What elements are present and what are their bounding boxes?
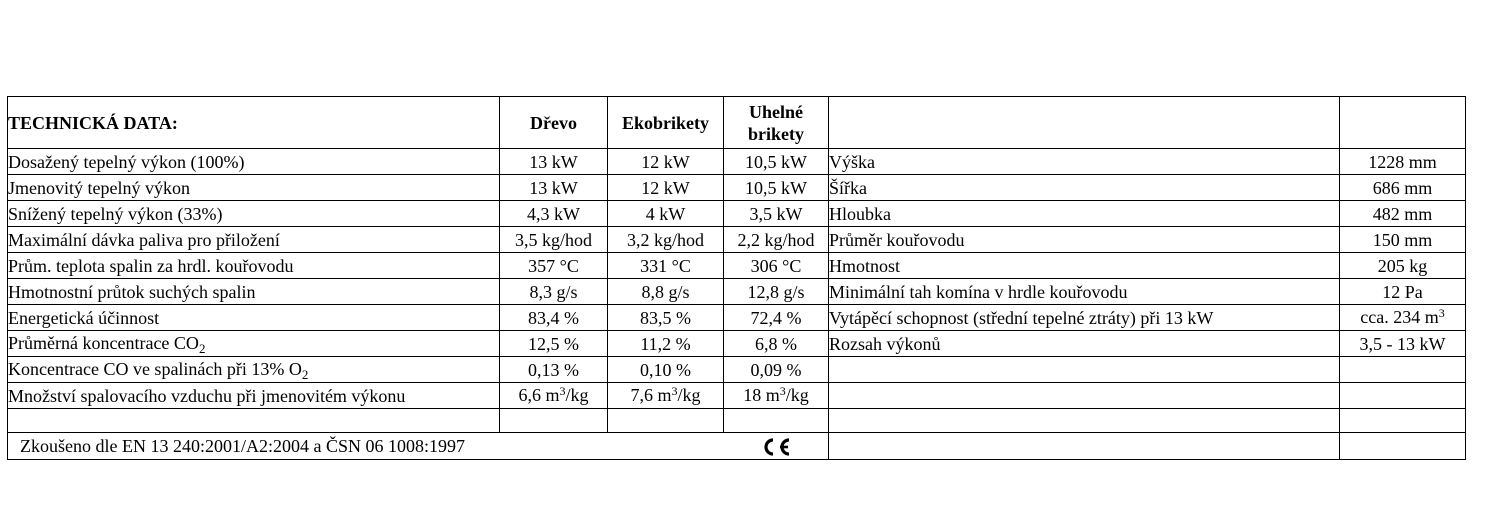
unit-suffix: /kg: [785, 384, 809, 405]
technical-data-table: [7, 96, 1466, 460]
col-header-drevo: Dřevo: [500, 97, 608, 149]
table-row: [8, 227, 1466, 253]
value-ekobrikety: 4 kW: [608, 201, 724, 227]
value-ekobrikety: 11,2 %: [608, 331, 724, 357]
value-text: 6,6 m: [518, 384, 560, 405]
table-title: TECHNICKÁ DATA:: [8, 97, 500, 149]
row-label-text: Koncentrace CO ve spalinách při 13% O: [8, 358, 302, 379]
table-row: [8, 279, 1466, 305]
empty-cell: [829, 409, 1340, 433]
col-header-ekobrikety: Ekobrikety: [608, 97, 724, 149]
value-drevo: 357 °C: [500, 253, 608, 279]
empty-cell: [1340, 409, 1466, 433]
subscript: 2: [198, 340, 206, 356]
row-label: Snížený tepelný výkon (33%): [8, 201, 500, 227]
value-drevo: 8,3 g/s: [500, 279, 608, 305]
param-value: 3,5 - 13 kW: [1340, 331, 1466, 357]
empty-cell: [8, 409, 500, 433]
param-label: Výška: [829, 149, 1340, 175]
empty-cell: [1340, 433, 1466, 460]
table-row: [8, 383, 1466, 409]
superscript: 3: [671, 383, 678, 398]
value-uhelne-brikety: 0,09 %: [724, 357, 829, 383]
superscript: 3: [559, 383, 566, 398]
value-drevo: 12,5 %: [500, 331, 608, 357]
table-row: [8, 149, 1466, 175]
value-ekobrikety: 12 kW: [608, 175, 724, 201]
value-uhelne-brikety: 72,4 %: [724, 305, 829, 331]
empty-cell: [829, 97, 1340, 149]
value-drevo: [500, 383, 608, 409]
value-drevo: 4,3 kW: [500, 201, 608, 227]
value-ekobrikety: 331 °C: [608, 253, 724, 279]
param-label: Vytápěcí schopnost (střední tepelné ztráty) při 13 kW: [829, 305, 1340, 331]
param-label: Minimální tah komína v hrdle kouřovodu: [829, 279, 1340, 305]
value-drevo: 13 kW: [500, 149, 608, 175]
empty-cell: [1340, 383, 1466, 409]
param-value-text: cca. 234 m: [1360, 306, 1439, 327]
row-label: Energetická účinnost: [8, 305, 500, 331]
unit-suffix: /kg: [565, 384, 589, 405]
empty-cell: [724, 409, 829, 433]
value-ekobrikety: 0,10 %: [608, 357, 724, 383]
param-value: [1340, 305, 1466, 331]
value-text: 18 m: [743, 384, 780, 405]
param-label: Hmotnost: [829, 253, 1340, 279]
table-row: [8, 357, 1466, 383]
param-label: Rozsah výkonů: [829, 331, 1340, 357]
unit-suffix: /kg: [677, 384, 701, 405]
param-value: 150 mm: [1340, 227, 1466, 253]
param-label: Průměr kouřovodu: [829, 227, 1340, 253]
param-value: 12 Pa: [1340, 279, 1466, 305]
row-label: Prům. teplota spalin za hrdl. kouřovodu: [8, 253, 500, 279]
value-uhelne-brikety: 10,5 kW: [724, 149, 829, 175]
row-label: Maximální dávka paliva pro přiložení: [8, 227, 500, 253]
value-uhelne-brikety: [724, 383, 829, 409]
row-label: [8, 331, 500, 357]
param-label: Hloubka: [829, 201, 1340, 227]
row-label: Hmotnostní průtok suchých spalin: [8, 279, 500, 305]
value-ekobrikety: 3,2 kg/hod: [608, 227, 724, 253]
param-label: Šířka: [829, 175, 1340, 201]
value-drevo: 83,4 %: [500, 305, 608, 331]
row-label-text: Průměrná koncentrace CO: [8, 332, 199, 353]
value-uhelne-brikety: 306 °C: [724, 253, 829, 279]
table-row: [8, 175, 1466, 201]
param-value: 1228 mm: [1340, 149, 1466, 175]
row-label: [8, 357, 500, 383]
table-row: [8, 331, 1466, 357]
table-row: [8, 253, 1466, 279]
value-ekobrikety: 12 kW: [608, 149, 724, 175]
row-label: Dosažený tepelný výkon (100%): [8, 149, 500, 175]
col-header-uhelne-brikety: Uhelné brikety: [724, 97, 829, 149]
value-uhelne-brikety: 6,8 %: [724, 331, 829, 357]
table-footer-row: [8, 433, 1466, 460]
value-ekobrikety: [608, 383, 724, 409]
table-header-row: [8, 97, 1466, 149]
value-text: 7,6 m: [630, 384, 672, 405]
empty-cell: [608, 409, 724, 433]
param-value: 482 mm: [1340, 201, 1466, 227]
param-value: 686 mm: [1340, 175, 1466, 201]
row-label: Množství spalovacího vzduchu při jmenovitém výkonu: [8, 383, 500, 409]
row-label: Jmenovitý tepelný výkon: [8, 175, 500, 201]
value-uhelne-brikety: 2,2 kg/hod: [724, 227, 829, 253]
superscript: 3: [1438, 305, 1445, 320]
empty-cell: [829, 383, 1340, 409]
value-drevo: 3,5 kg/hod: [500, 227, 608, 253]
value-drevo: 13 kW: [500, 175, 608, 201]
ce-mark-icon: [760, 437, 792, 460]
superscript: 3: [779, 383, 786, 398]
value-drevo: 0,13 %: [500, 357, 608, 383]
empty-cell: [829, 433, 1340, 460]
table-row: [8, 305, 1466, 331]
empty-cell: [1340, 97, 1466, 149]
param-value: 205 kg: [1340, 253, 1466, 279]
empty-cell: [500, 409, 608, 433]
value-uhelne-brikety: 10,5 kW: [724, 175, 829, 201]
table-row-empty: [8, 409, 1466, 433]
value-uhelne-brikety: 3,5 kW: [724, 201, 829, 227]
table-row: [8, 201, 1466, 227]
empty-cell: [829, 357, 1340, 383]
footer-cell: [8, 433, 829, 460]
value-ekobrikety: 8,8 g/s: [608, 279, 724, 305]
test-standard-note: Zkoušeno dle EN 13 240:2001/A2:2004 a ČSN 06 1008:1997: [20, 436, 465, 456]
value-uhelne-brikety: 12,8 g/s: [724, 279, 829, 305]
empty-cell: [1340, 357, 1466, 383]
value-ekobrikety: 83,5 %: [608, 305, 724, 331]
subscript: 2: [301, 366, 309, 382]
